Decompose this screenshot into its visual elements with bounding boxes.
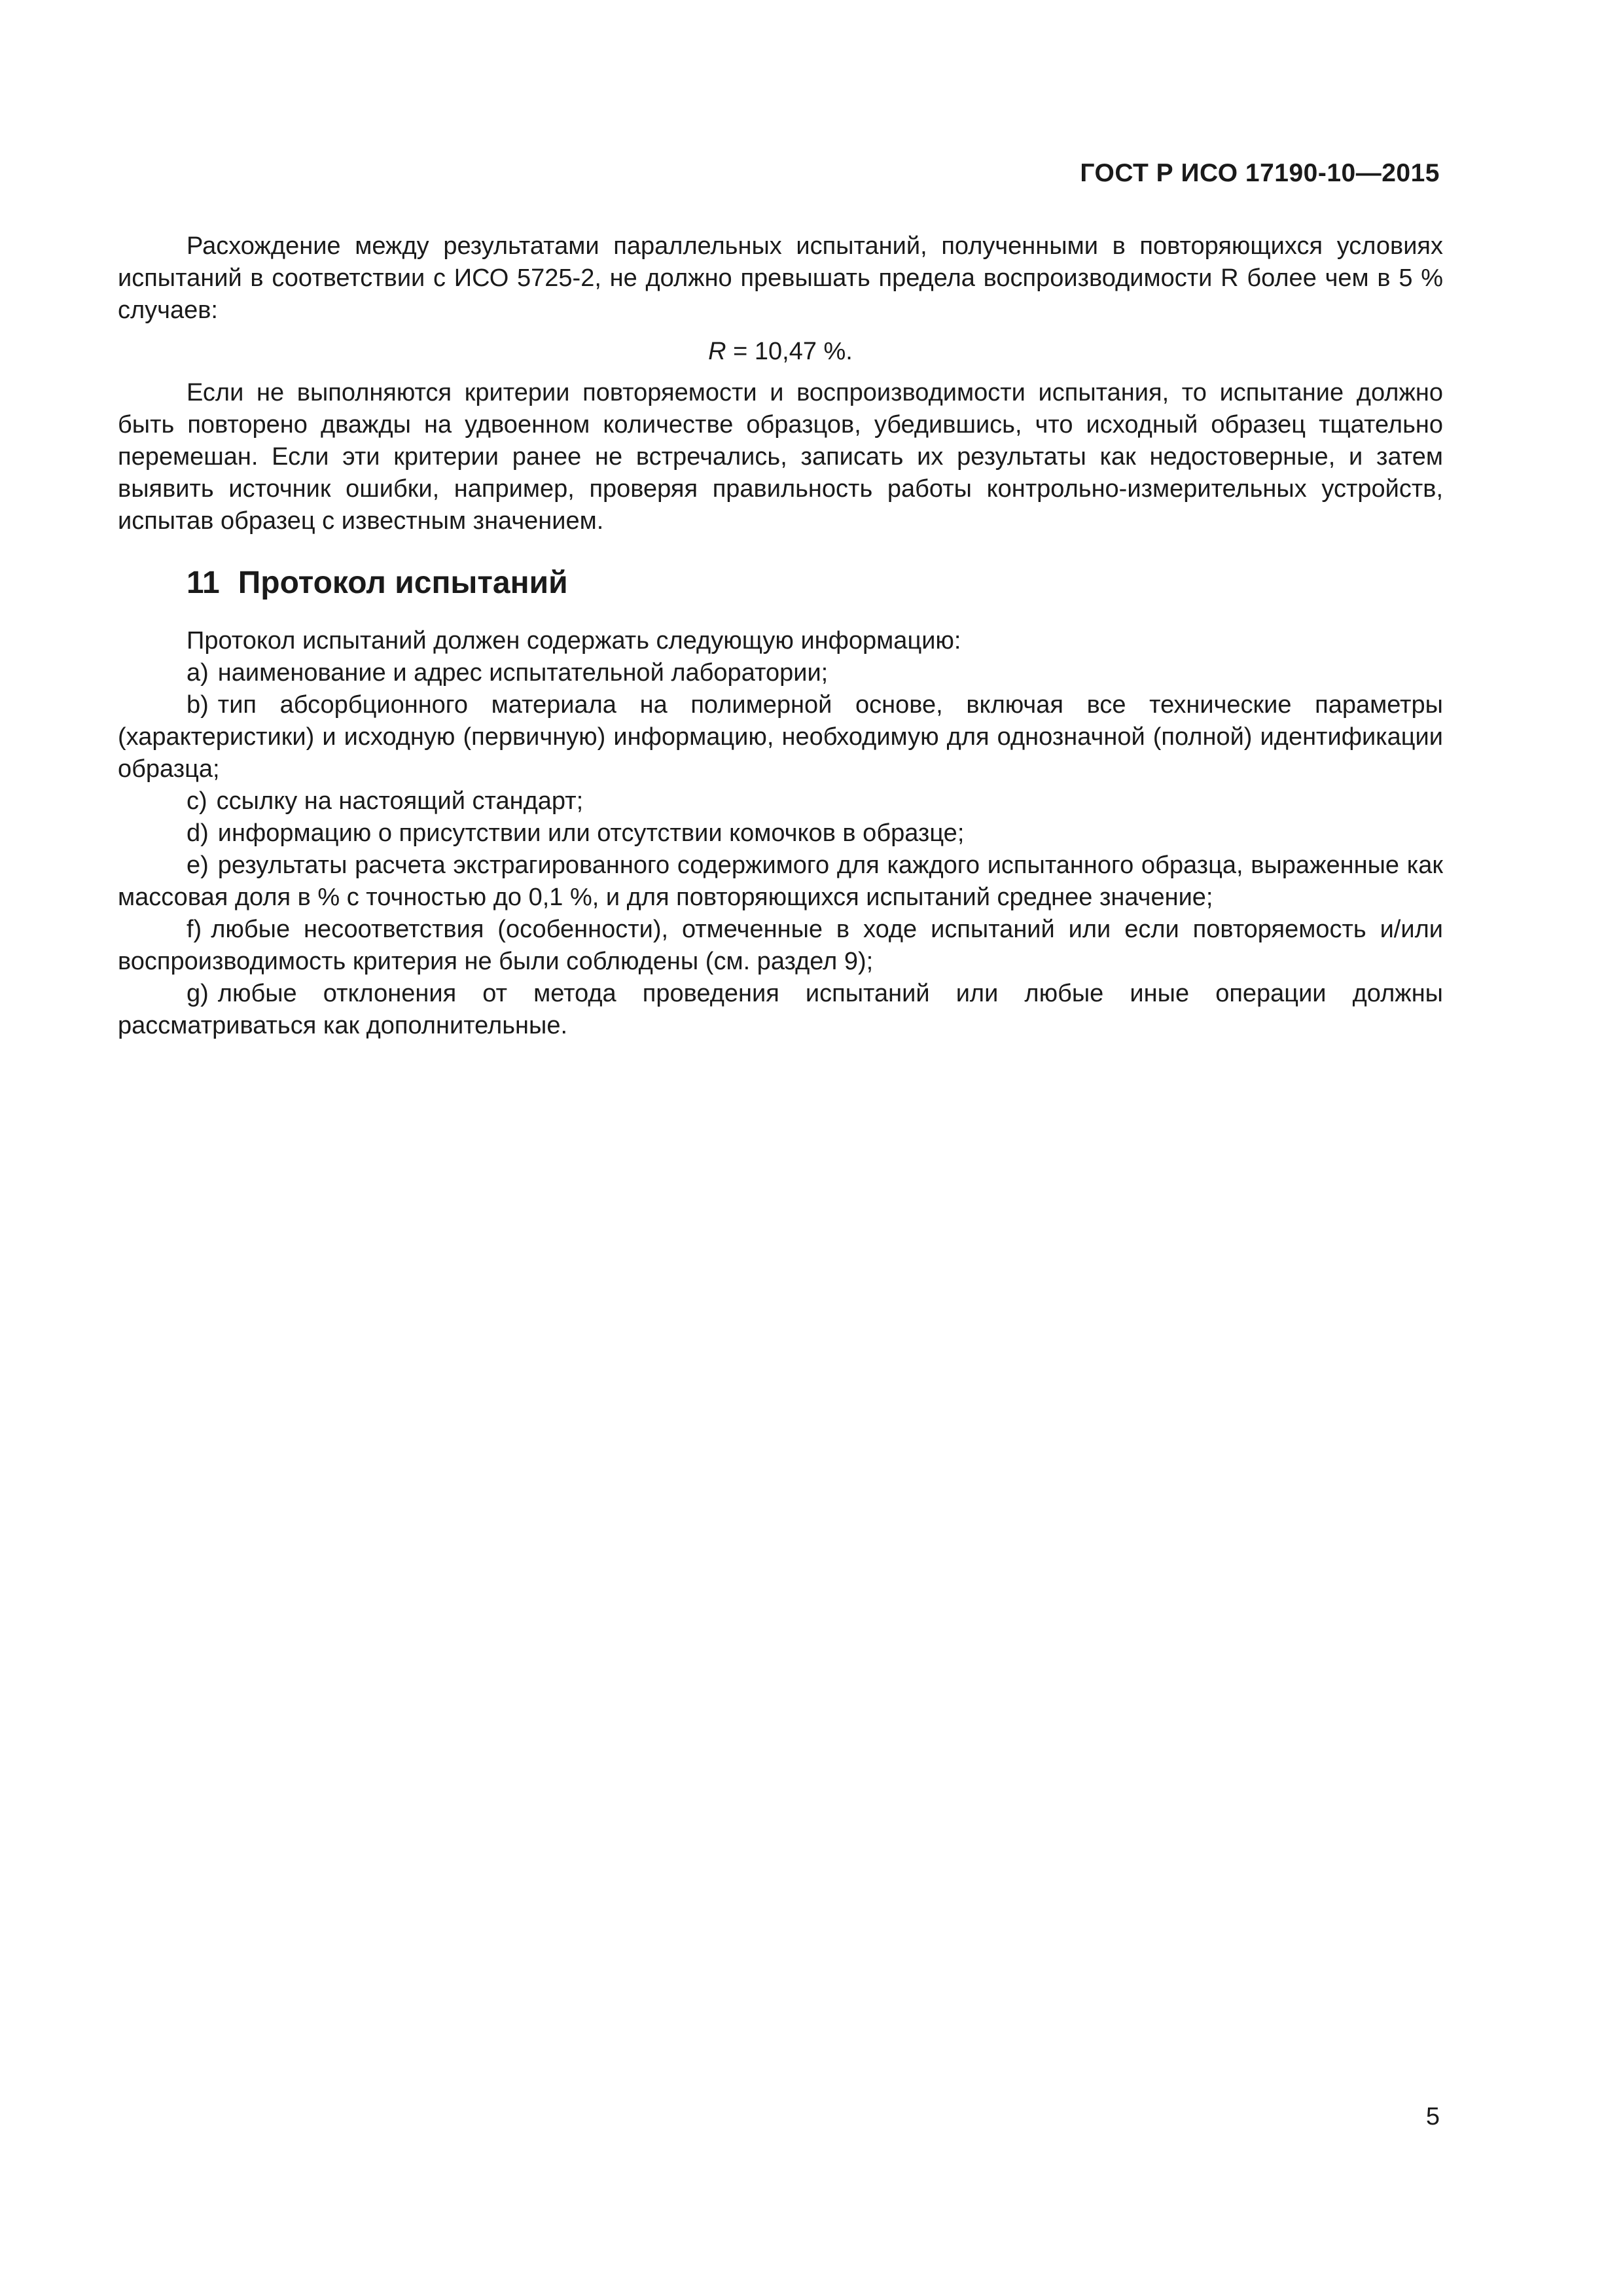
page-number: 5 <box>1425 2103 1440 2130</box>
list-item-marker: e) <box>187 852 209 879</box>
list-item <box>118 785 1443 817</box>
list-item-text: тип абсорбционного материала на полимерной основе, включая все технические параметры (характеристики) и исходную (первичную) информацию, необходимую для однозначной (полной) идентификации образца; <box>118 691 1443 783</box>
list-item-marker: c) <box>187 787 207 815</box>
list-item-text: любые отклонения от метода проведения испытаний или любые иные операции должны рассматриваться как дополнительные. <box>118 980 1443 1039</box>
list-item-text: ссылку на настоящий стандарт; <box>216 787 584 815</box>
list-item-marker: f) <box>187 916 202 943</box>
reproducibility-formula <box>118 336 1443 368</box>
retest-paragraph: Если не выполняются критерии повторяемости и воспроизводимости испытания, то испытание должно быть повторено дважды на удвоенном количестве образцов, убедившись, что исходный образец тщательно перемешан. Если эти критерии ранее не встречались, записать их результаты как недостоверные, и затем выявить источник ошибки, например, проверяя правильность работы контрольно-измерительных устройств, испытав образец с известным значением. <box>118 379 1443 535</box>
list-item-text: результаты расчета экстрагированного содержимого для каждого испытанного образца, выраженные как массовая доля в % с точностью до 0,1 %, и для повторяющихся испытаний среднее значение; <box>118 852 1443 911</box>
list-item <box>118 657 1443 689</box>
list-item <box>118 850 1443 914</box>
list-item-marker: b) <box>187 691 209 719</box>
list-item-text: наименование и адрес испытательной лаборатории; <box>217 659 829 687</box>
list-item-marker: a) <box>187 659 209 687</box>
list-item-marker: g) <box>187 980 209 1007</box>
list-item-marker: d) <box>187 819 209 847</box>
section-title: Протокол испытаний <box>238 565 568 600</box>
page-content <box>118 230 1443 1042</box>
section-heading <box>187 564 1443 603</box>
list-item-text: информацию о присутствии или отсутствии комочков в образце; <box>217 819 965 847</box>
list-item <box>118 978 1443 1042</box>
section-number: 11 <box>187 565 220 600</box>
list-item <box>118 914 1443 978</box>
list-item <box>118 689 1443 785</box>
section-intro: Протокол испытаний должен содержать следующую информацию: <box>187 627 961 655</box>
document-code-header: ГОСТ Р ИСО 17190-10—2015 <box>1080 159 1440 187</box>
report-items-list <box>118 657 1443 1042</box>
list-item <box>118 817 1443 850</box>
reproducibility-paragraph: Расхождение между результатами параллельных испытаний, полученными в повторяющихся условиях испытаний в соответствии с ИСО 5725-2, не должно превышать предела воспроизводимости R более чем в 5 % случаев: <box>118 232 1443 324</box>
formula-value: = 10,47 %. <box>726 338 853 365</box>
formula-variable: R <box>708 338 726 365</box>
list-item-text: любые несоответствия (особенности), отмеченные в ходе испытаний или если повторяемость и/или воспроизводимость критерия не были соблюдены (см. раздел 9); <box>118 916 1443 975</box>
